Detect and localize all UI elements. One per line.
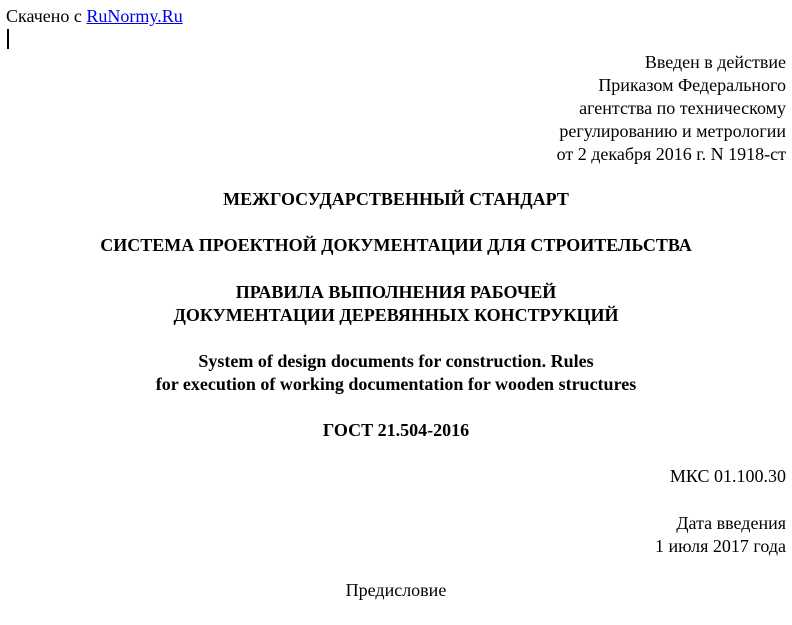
- english-title: [0, 350, 792, 396]
- intro-date-block: [655, 512, 786, 558]
- mks-code: МКС 01.100.30: [669, 466, 786, 486]
- enactment-line: регулированию и метрологии: [559, 121, 786, 141]
- text-cursor: [7, 29, 9, 49]
- english-title-line: for execution of working documentation for wooden structures: [155, 374, 637, 394]
- enactment-line: Введен в действие: [644, 52, 786, 72]
- enactment-line: агентства по техническому: [579, 98, 786, 118]
- standard-type-heading: МЕЖГОСУДАРСТВЕННЫЙ СТАНДАРТ: [223, 189, 569, 209]
- intro-date-value: 1 июля 2017 года: [655, 536, 786, 556]
- enactment-line: Приказом Федерального: [598, 75, 786, 95]
- intro-date-label: Дата введения: [676, 513, 786, 533]
- document-title: [0, 281, 792, 327]
- title-line: ДОКУМЕНТАЦИИ ДЕРЕВЯННЫХ КОНСТРУКЦИЙ: [173, 305, 619, 325]
- english-title-line: System of design documents for construction. Rules: [198, 351, 594, 371]
- system-heading: СИСТЕМА ПРОЕКТНОЙ ДОКУМЕНТАЦИИ ДЛЯ СТРОИТЕЛЬСТВА: [100, 235, 692, 255]
- runormy-link[interactable]: RuNormy.Ru: [86, 6, 183, 26]
- enactment-line: от 2 декабря 2016 г. N 1918-ст: [556, 144, 786, 164]
- gost-number: ГОСТ 21.504-2016: [322, 420, 470, 440]
- download-source-line: [6, 6, 183, 26]
- foreword-heading: Предисловие: [345, 580, 447, 600]
- title-line: ПРАВИЛА ВЫПОЛНЕНИЯ РАБОЧЕЙ: [235, 282, 557, 302]
- download-prefix: Скачено с: [6, 6, 87, 26]
- enactment-block: [557, 51, 786, 166]
